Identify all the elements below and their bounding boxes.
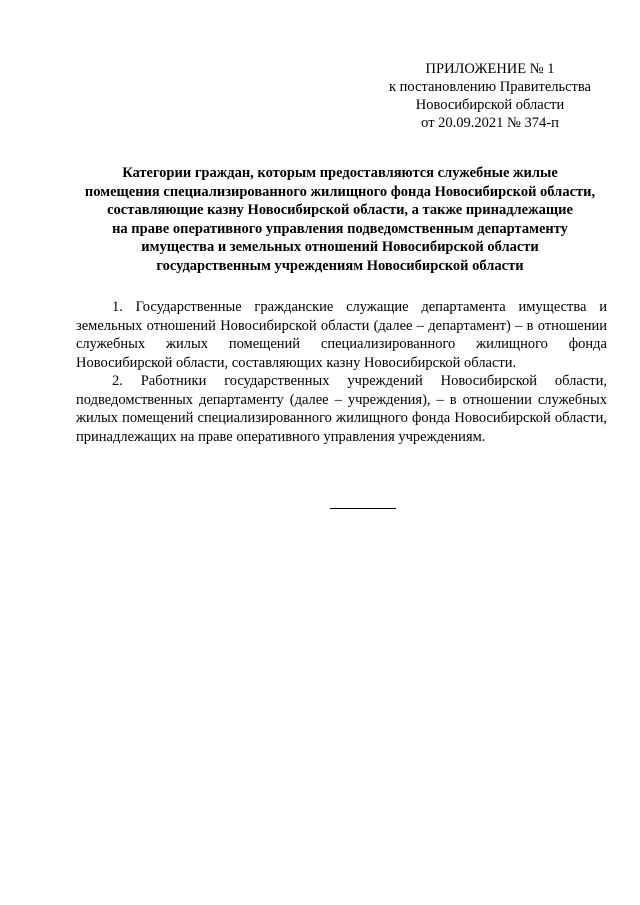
- title-line: составляющие казну Новосибирской области, а также принадлежащие: [107, 202, 573, 218]
- title-line: имущества и земельных отношений Новосибирской области: [141, 239, 539, 255]
- paragraph-1: 1. Государственные гражданские служащие департамента имущества и земельных отношений Новосибирской области (далее – департамент) – в отношении служебных жилых помещений специализированного жилищного фонда Новосибирской области, составляющих казну Новосибирской области.: [76, 299, 607, 371]
- appendix-reference: к постановлению Правительства: [389, 79, 591, 95]
- end-separator-line: [330, 508, 396, 509]
- appendix-region: Новосибирской области: [415, 97, 565, 113]
- document-title: [60, 164, 620, 275]
- appendix-number: ПРИЛОЖЕНИЕ № 1: [425, 61, 555, 77]
- title-line: помещения специализированного жилищного фонда Новосибирской области,: [84, 183, 596, 200]
- title-line: Категории граждан, которым предоставляются служебные жилые: [122, 165, 558, 181]
- appendix-header: [380, 60, 600, 132]
- appendix-date-number: от 20.09.2021 № 374-п: [421, 115, 559, 131]
- paragraph-2: 2. Работники государственных учреждений Новосибирской области, подведомственных департаменту (далее – учреждения), – в отношении служебных жилых помещений специализированного жилищного фонда Новосибирской области, принадлежащих на праве оперативного управления учреждениям.: [76, 373, 607, 445]
- title-line: государственным учреждениям Новосибирской области: [156, 257, 524, 274]
- title-line: на праве оперативного управления подведомственным департаменту: [112, 220, 568, 237]
- document-body: [76, 298, 607, 446]
